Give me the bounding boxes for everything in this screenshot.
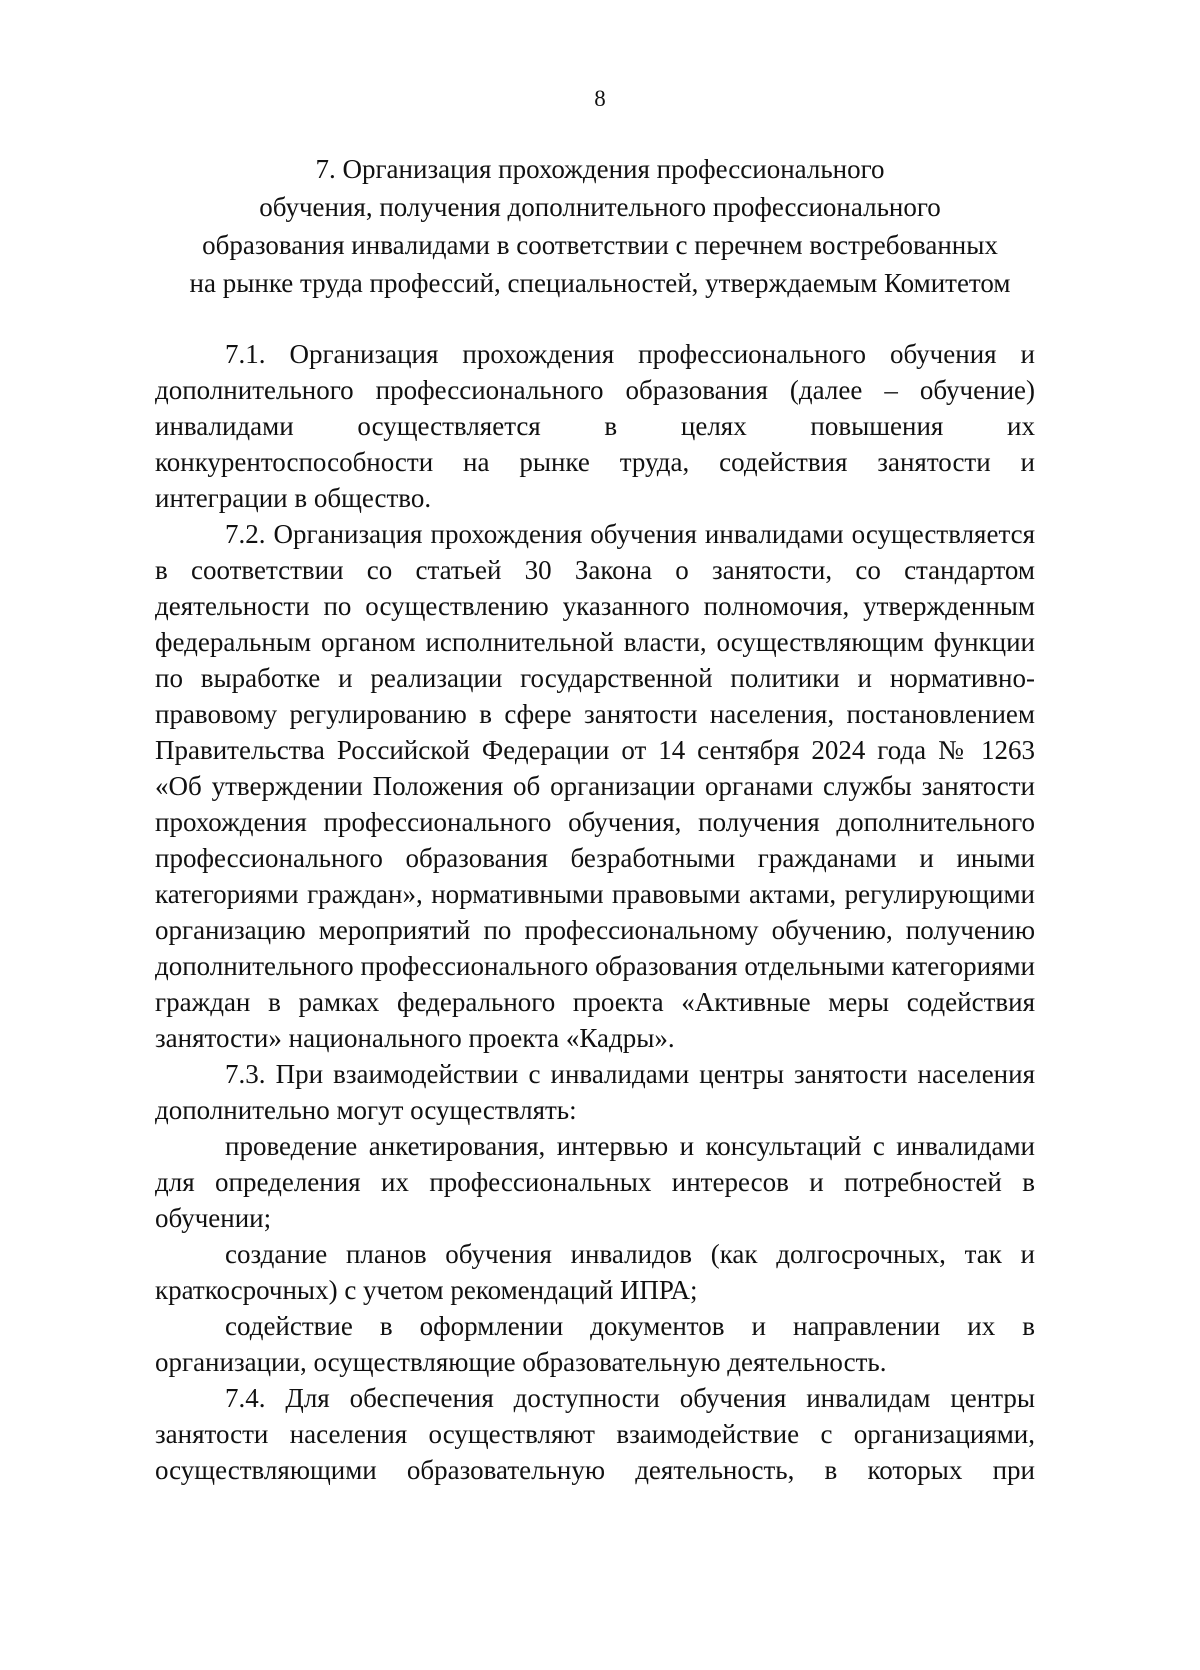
section-heading-line: обучения, получения дополнительного профессионального bbox=[259, 192, 941, 222]
section-heading-line: 7. Организация прохождения профессионального bbox=[315, 154, 885, 184]
section-heading bbox=[150, 150, 1050, 302]
paragraph-7-2: 7.2. Организация прохождения обучения инвалидами осуществляется в соответствии со статьей 30 Закона о занятости, со стандартом деятельности по осуществлению указанного полномочия, утвержденным федеральным органом исполнительной власти, осуществляющим функции по выработке и реализации государственной политики и нормативно-правовому регулированию в сфере занятости населения, постановлением Правительства Российской Федерации от 14 сентября 2024 года № 1263 «Об утверждении Положения об организации органами службы занятости прохождения профессионального обучения, получения дополнительного профессионального образования безработными гражданами и иными категориями граждан», нормативными правовыми актами, регулирующими организацию мероприятий по профессиональному обучению, получению дополнительного профессионального образования отдельными категориями граждан в рамках федерального проекта «Активные меры содействия занятости» национального проекта «Кадры». bbox=[155, 519, 1035, 1053]
paragraph-7-3: 7.3. При взаимодействии с инвалидами центры занятости населения дополнительно могут осуществлять: bbox=[155, 1059, 1035, 1125]
list-item-training-plans: создание планов обучения инвалидов (как долгосрочных, так и краткосрочных) с учетом рекомендаций ИПРА; bbox=[155, 1239, 1035, 1305]
section-heading-line: образования инвалидами в соответствии с перечнем востребованных bbox=[202, 230, 998, 260]
list-item-documents: содействие в оформлении документов и направлении их в организации, осуществляющие образовательную деятельность. bbox=[155, 1311, 1035, 1377]
page-number: 8 bbox=[594, 86, 606, 111]
paragraph-7-1: 7.1. Организация прохождения профессионального обучения и дополнительного профессионального образования (далее – обучение) инвалидами осуществляется в целях повышения их конкурентоспособности на рынке труда, содействия занятости и интеграции в общество. bbox=[155, 339, 1035, 513]
list-item-survey: проведение анкетирования, интервью и консультаций с инвалидами для определения их профессиональных интересов и потребностей в обучении; bbox=[155, 1131, 1035, 1233]
section-heading-line: на рынке труда профессий, специальностей, утверждаемым Комитетом bbox=[189, 268, 1011, 298]
paragraph-7-4: 7.4. Для обеспечения доступности обучения инвалидам центры занятости населения осуществляют взаимодействие с организациями, осуществляющими образовательную деятельность, в которых при bbox=[155, 1383, 1035, 1485]
body-text bbox=[155, 336, 1035, 1488]
